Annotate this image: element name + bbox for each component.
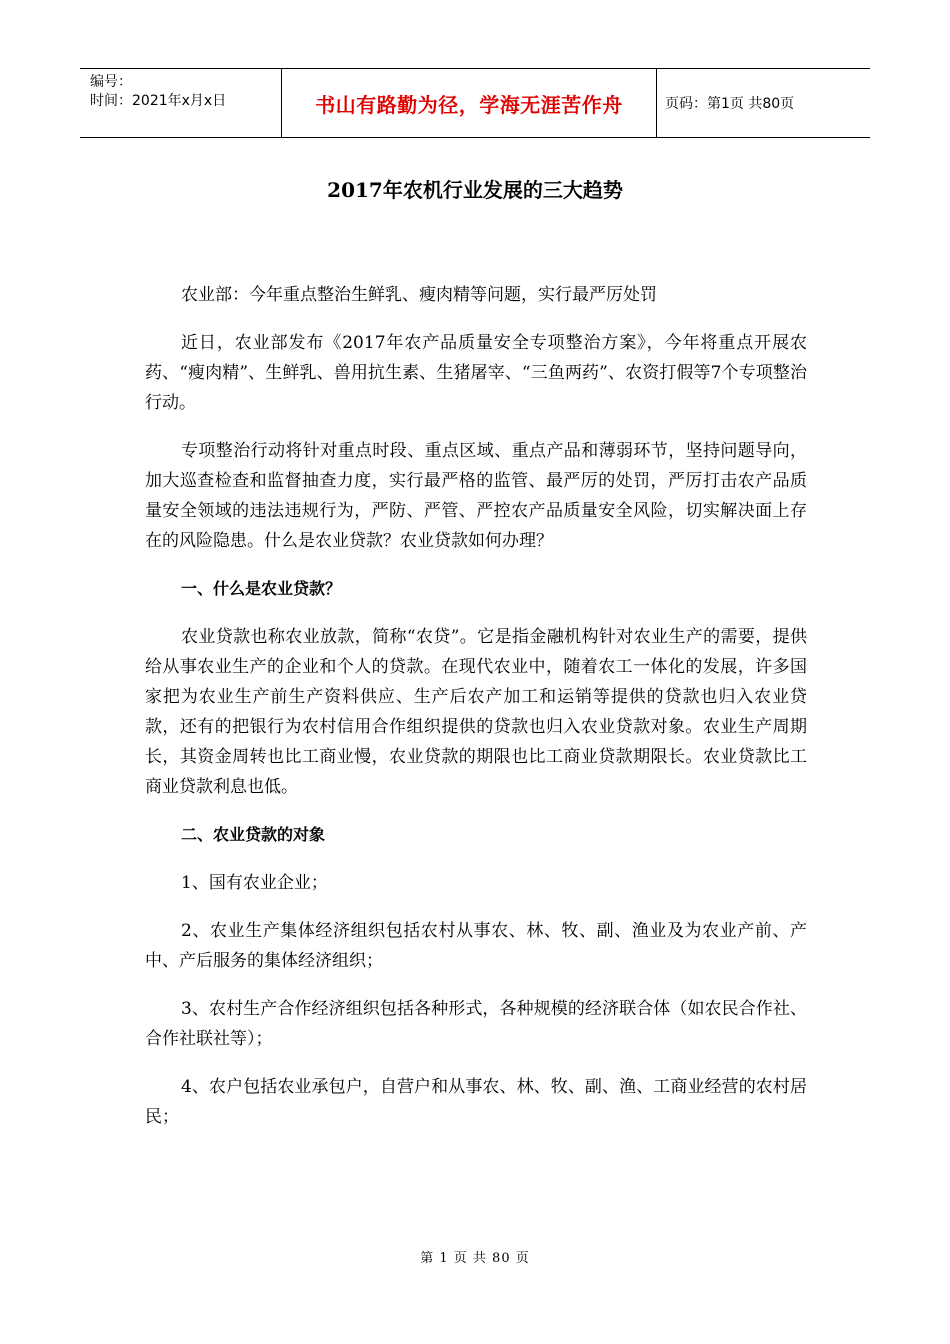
list-item: 4、农户包括农业承包户，自营户和从事农、林、牧、副、渔、工商业经营的农村居民； [145,1077,807,1127]
list-item: 2、农业生产集体经济组织包括农村从事农、林、牧、副、渔业及为农业产前、产中、产后服务的集体经济组织； [145,921,807,971]
paragraph: 专项整治行动将针对重点时段、重点区域、重点产品和薄弱环节，坚持问题导向，加大巡查检查和监督抽查力度，实行最严格的监管、最严厉的处罚，严厉打击农产品质量安全领域的违法违规行为，严防、严管、严控农产品质量安全风险，切实解决面上存在的风险隐患。什么是农业贷款？农业贷款如何办理？ [145,441,807,551]
paragraph: 农业部：今年重点整治生鲜乳、瘦肉精等问题，实行最严厉处罚 [181,285,657,305]
header-table [80,68,870,138]
motto-text: 书山有路勤为径，学海无涯苦作舟 [315,92,623,117]
header-page-cell [657,69,870,137]
list-item: 3、农村生产合作经济组织包括各种形式，各种规模的经济联合体（如农民合作社、合作社联社等）； [145,999,807,1049]
section-heading: 一、什么是农业贷款？ [181,579,342,598]
paragraph: 农业贷款也称农业放款，简称“农贷”。它是指金融机构针对农业生产的需要，提供给从事农业生产的企业和个人的贷款。在现代农业中，随着农工一体化的发展，许多国家把为农业生产前生产资料供应、生产后农产加工和运销等提供的贷款也归入农业贷款，还有的把银行为农村信用合作组织提供的贷款也归入农业贷款对象。农业生产周期长，其资金周转也比工商业慢，农业贷款的期限也比工商业贷款期限长。农业贷款比工商业贷款利息也低。 [145,627,807,797]
section-heading: 二、农业贷款的对象 [181,825,326,844]
page-info: 页码：第1页 共80页 [665,96,795,112]
paragraph: 近日，农业部发布《2017年农产品质量安全专项整治方案》，今年将重点开展农药、“瘦肉精”、生鲜乳、兽用抗生素、生猪屠宰、“三鱼两药”、农资打假等7个专项整治行动。 [145,333,807,413]
document-title: 2017年农机行业发展的三大趋势 [327,178,623,202]
header-meta-cell [80,69,282,137]
header-motto-cell [282,69,657,137]
document-body [145,280,807,1150]
number-label: 编号： [90,74,132,90]
page-footer: 第 1 页 共 80 页 [420,1251,530,1266]
list-item: 1、国有农业企业； [181,873,328,893]
time-label: 时间：2021年x月x日 [90,93,227,109]
